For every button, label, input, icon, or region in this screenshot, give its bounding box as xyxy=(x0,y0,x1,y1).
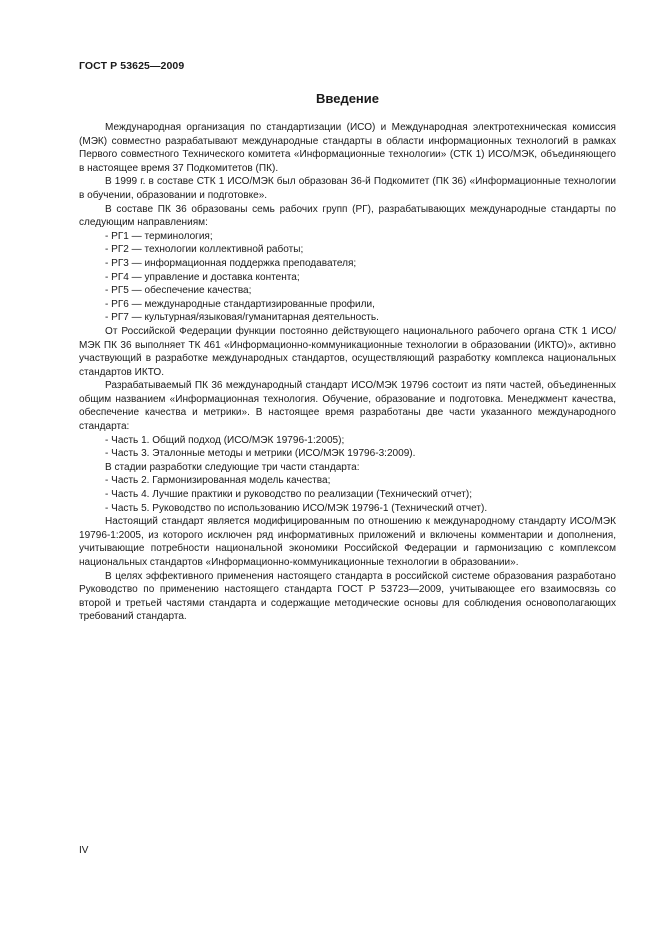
paragraph-in-development: В стадии разработки следующие три части стандарта: xyxy=(105,461,360,473)
paragraph-standard-19796: Разрабатываемый ПК 36 международный стандарт ИСО/МЭК 19796 состоит из пяти частей, объединенных общим названием «Информационная технология. Обучение, образование и подготовка. Менеджмент качества, обеспечение качества и метрики». В настоящее время разработаны две части указанного международного стандарта: xyxy=(79,380,616,433)
paragraph-russian-federation: От Российской Федерации функции постоянно действующего национального рабочего органа СТК 1 ИСО/МЭК ПК 36 выполняет ТК 461 «Информационно-коммуникационные технологии в образовании (ИКТО)», активно участвующий в разработке международных стандартов, осуществляющий разработку комплекса национальных стандартов ИКТО. xyxy=(79,325,616,378)
list-item: - Часть 3. Эталонные методы и метрики (ИСО/МЭК 19796-3:2009). xyxy=(105,448,416,460)
list-item: - РГ2 — технологии коллективной работы; xyxy=(105,244,304,256)
list-item: - РГ5 — обеспечение качества; xyxy=(105,285,252,297)
paragraph-iso-iec: Международная организация по стандартизации (ИСО) и Международная электротехническая комиссия (МЭК) совместно разрабатывают международные стандарты в области информационных технологий в рамках Первого совместного Технического комитета «Информационные технологии» (СТК 1) ИСО/МЭК, объединяющего в настоящее время 37 Подкомитетов (ПК). xyxy=(79,122,616,174)
paragraph-working-groups: В составе ПК 36 образованы семь рабочих групп (РГ), разрабатывающих международные стандарты по следующим направлениям: xyxy=(79,203,616,229)
list-item: - Часть 5. Руководство по использованию ИСО/МЭК 19796-1 (Технический отчет). xyxy=(105,502,488,514)
list-item: - Часть 4. Лучшие практики и руководство по реализации (Технический отчет); xyxy=(105,489,473,501)
page-number: IV xyxy=(79,845,89,856)
list-item: - Часть 2. Гармонизированная модель качества; xyxy=(105,475,331,487)
list-item: - РГ6 — международные стандартизированные профили, xyxy=(105,298,375,310)
list-item: - РГ1 — терминология; xyxy=(105,230,213,242)
list-item: - РГ4 — управление и доставка контента; xyxy=(105,271,300,283)
paragraph-guidance: В целях эффективного применения настоящего стандарта в российской системе образования разработано Руководство по применению настоящего стандарта ГОСТ Р 53723—2009, учитывающее его взаимосвязь со второй и третьей частями стандарта и содержащие методические основы для соблюдения основополагающих требований стандарта. xyxy=(79,570,616,623)
document-header: ГОСТ Р 53625—2009 xyxy=(79,60,185,72)
section-title: Введение xyxy=(316,91,379,106)
developed-parts-list xyxy=(79,434,616,461)
paragraph-sc36: В 1999 г. в составе СТК 1 ИСО/МЭК был образован 36-й Подкомитет (ПК 36) «Информационные технологии в обучении, образовании и подготовке». xyxy=(79,176,616,201)
list-item: - РГ3 — информационная поддержка преподавателя; xyxy=(105,257,357,269)
list-item: - РГ7 — культурная/языковая/гуманитарная деятельность. xyxy=(105,312,379,324)
list-item: - Часть 1. Общий подход (ИСО/МЭК 19796-1:2005); xyxy=(105,434,345,446)
working-groups-list xyxy=(79,230,616,325)
paragraph-modified-standard: Настоящий стандарт является модифицированным по отношению к международному стандарту ИСО/МЭК 19796-1:2005, из которого исключен ряд информативных приложений и включены комментарии и дополнения, учитывающие потребности национальной экономики Российской Федерации и гармонизацию с комплексом национальных стандартов «Информационно-коммуникационные технологии в образовании». xyxy=(79,516,616,568)
in-development-list xyxy=(79,474,616,515)
section-body xyxy=(79,121,616,624)
